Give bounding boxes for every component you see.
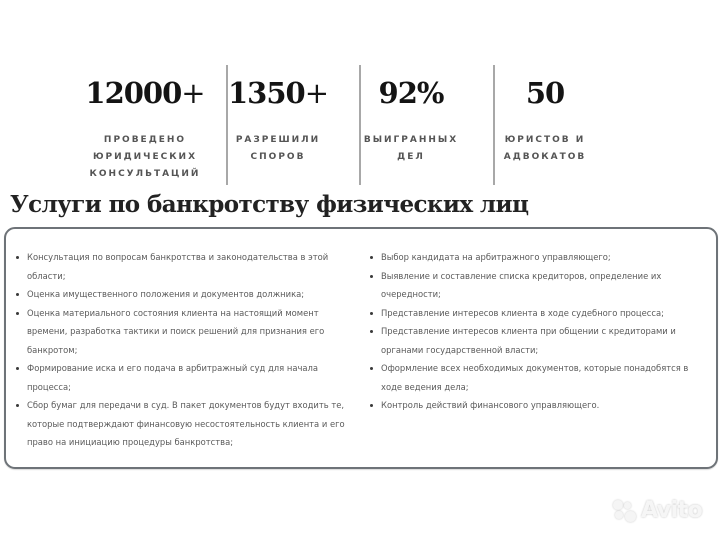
bullet-icon (16, 293, 19, 296)
stat-number: 12000+ (85, 76, 205, 110)
bullet-icon (16, 256, 19, 259)
stat-disputes (228, 65, 328, 185)
stat-number: 92% (378, 76, 444, 110)
list-item: Сбор бумаг для передачи в суд. В пакет документов будут входить те, которые подтверждают финансовую несостоятельность клиента и его право на инициацию процедуры банкротства; (16, 396, 346, 452)
stat-number: 50 (525, 76, 565, 110)
stat-number: 1350+ (228, 76, 329, 110)
list-item: Оценка материального состояния клиента на настоящий момент времени, разработка тактики и поиск решений для признания его банкротом; (16, 304, 346, 360)
avito-logo-text: Avito (641, 498, 703, 523)
stat-label: ЮРИСТОВ И АДВОКАТОВ (503, 135, 587, 162)
list-item: Представление интересов клиента в ходе судебного процесса; (370, 304, 700, 323)
services-box (4, 227, 718, 469)
stat-won-cases (361, 65, 461, 185)
avito-dots-icon (613, 500, 639, 522)
bullet-icon (370, 367, 373, 370)
list-item: Представление интересов клиента при общении с кредиторами и органами государственной власти; (370, 322, 700, 359)
bullet-icon (370, 256, 373, 259)
section-title: Услуги по банкротству физических лиц (10, 191, 529, 218)
bullet-icon (370, 404, 373, 407)
avito-watermark (613, 498, 702, 523)
list-item: Контроль действий финансового управляющего. (370, 396, 700, 415)
services-list-left (16, 248, 346, 452)
stat-lawyers (490, 65, 600, 185)
bullet-icon (16, 312, 19, 315)
list-item: Выбор кандидата на арбитражного управляющего; (370, 248, 700, 267)
list-item: Формирование иска и его подача в арбитражный суд для начала процесса; (16, 359, 346, 396)
bullet-icon (370, 275, 373, 278)
stat-label: ВЫИГРАННЫХ ДЕЛ (363, 135, 459, 162)
stat-consultations (80, 65, 210, 185)
stat-label: РАЗРЕШИЛИ СПОРОВ (235, 135, 321, 162)
list-item: Выявление и составление списка кредиторов, определение их очередности; (370, 267, 700, 304)
list-item: Оформление всех необходимых документов, которые понадобятся в ходе ведения дела; (370, 359, 700, 396)
list-item: Консультация по вопросам банкротства и законодательства в этой области; (16, 248, 346, 285)
bullet-icon (370, 330, 373, 333)
bullet-icon (370, 312, 373, 315)
services-list-right (370, 248, 700, 415)
bullet-icon (16, 404, 19, 407)
bullet-icon (16, 367, 19, 370)
list-item: Оценка имущественного положения и документов должника; (16, 285, 346, 304)
stat-label: ПРОВЕДЕНО ЮРИДИЧЕСКИХ КОНСУЛЬТАЦИЙ (89, 135, 201, 179)
